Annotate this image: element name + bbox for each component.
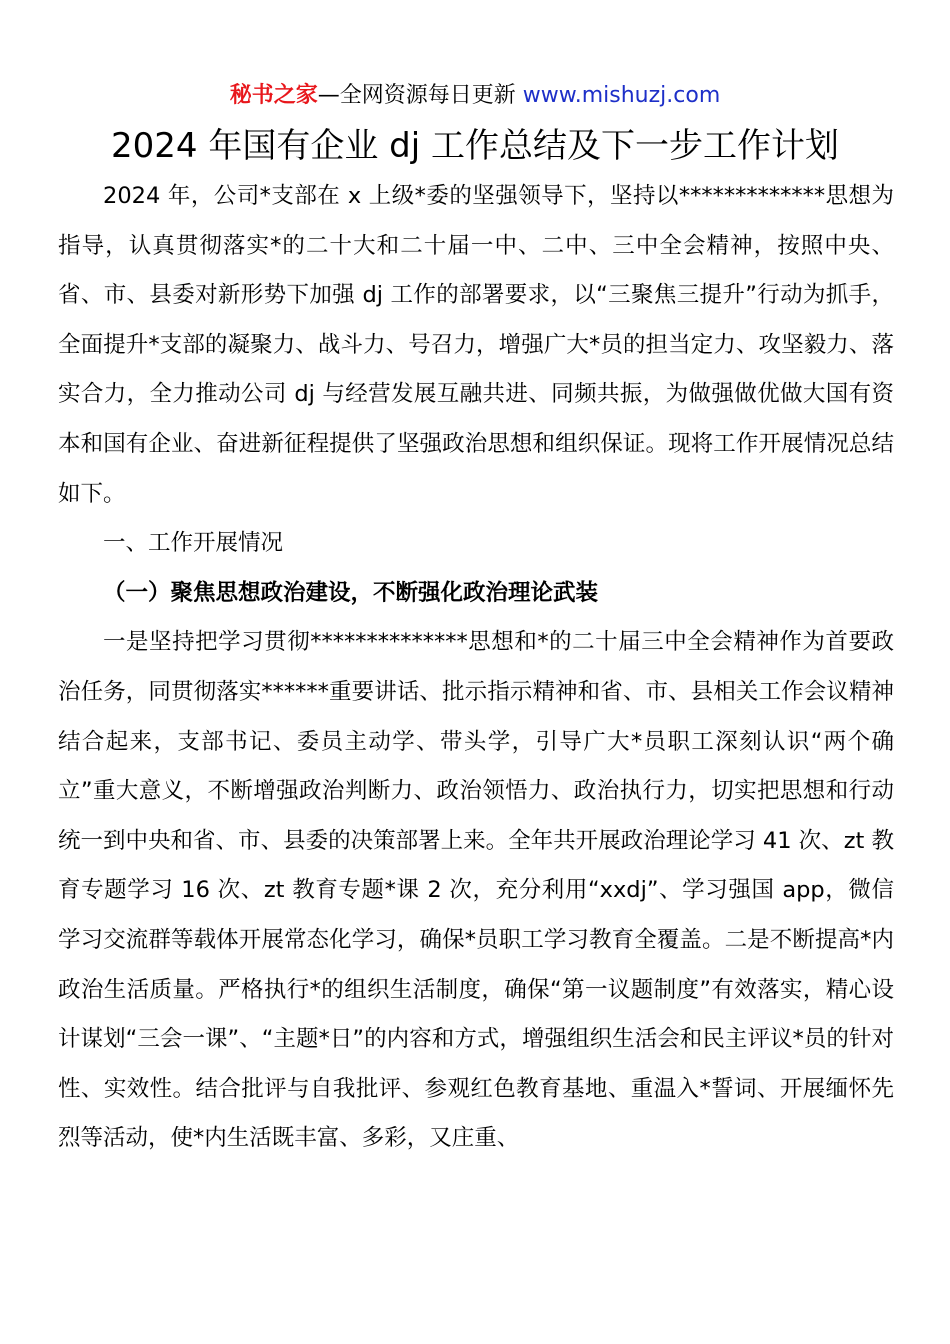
intro-paragraph: 2024 年，公司*支部在 x 上级*委的坚强领导下，坚持以*************思想为指导，认真贯彻落实*的二十大和二十届一中、二中、三中全会精神，按照中央、省、市、县委对新形势下加强 dj 工作的部署要求，以“三聚焦三提升”行动为抓手，全面提升*支部的凝聚力、战斗力、号召力，增强广大*员的担当定力、攻坚毅力、落实合力，全力推动公司 dj 与经营发展互融共进、同频共振，为做强做优做大国有资本和国有企业、奋进新征程提供了坚强政治思想和组织保证。现将工作开展情况总结如下。	[58, 183, 894, 507]
site-tagline: —全网资源每日更新	[317, 83, 523, 108]
site-header	[0, 80, 950, 112]
section-heading: 一、工作开展情况	[103, 530, 284, 557]
site-brand: 秘书之家	[229, 83, 318, 108]
document-body	[58, 172, 894, 1164]
subsection-heading: （一）聚焦思想政治建设，不断强化政治理论武装	[103, 579, 599, 606]
document-title: 2024 年国有企业 dj 工作总结及下一步工作计划	[111, 126, 839, 166]
site-url-link[interactable]: www.mishuzj.com	[522, 83, 721, 108]
subsection-paragraph: 一是坚持把学习贯彻**************思想和*的二十届三中全会精神作为首要政治任务，同贯彻落实******重要讲话、批示指示精神和省、市、县相关工作会议精神结合起来，支部书记、委员主动学、带头学，引导广大*员职工深刻认识“两个确立”重大意义，不断增强政治判断力、政治领悟力、政治执行力，切实把思想和行动统一到中央和省、市、县委的决策部署上来。全年共开展政治理论学习 41 次、zt 教育专题学习 16 次、zt 教育专题*课 2 次，充分利用“xxdj”、学习强国 app，微信学习交流群等载体开展常态化学习，确保*员职工学习教育全覆盖。二是不断提高*内政治生活质量。严格执行*的组织生活制度，确保“第一议题制度”有效落实，精心设计谋划“三会一课”、“主题*日”的内容和方式，增强组织生活会和民主评议*员的针对性、实效性。结合批评与自我批评、参观红色教育基地、重温入*誓词、开展缅怀先烈等活动，使*内生活既丰富、多彩，又庄重、	[58, 629, 894, 1152]
